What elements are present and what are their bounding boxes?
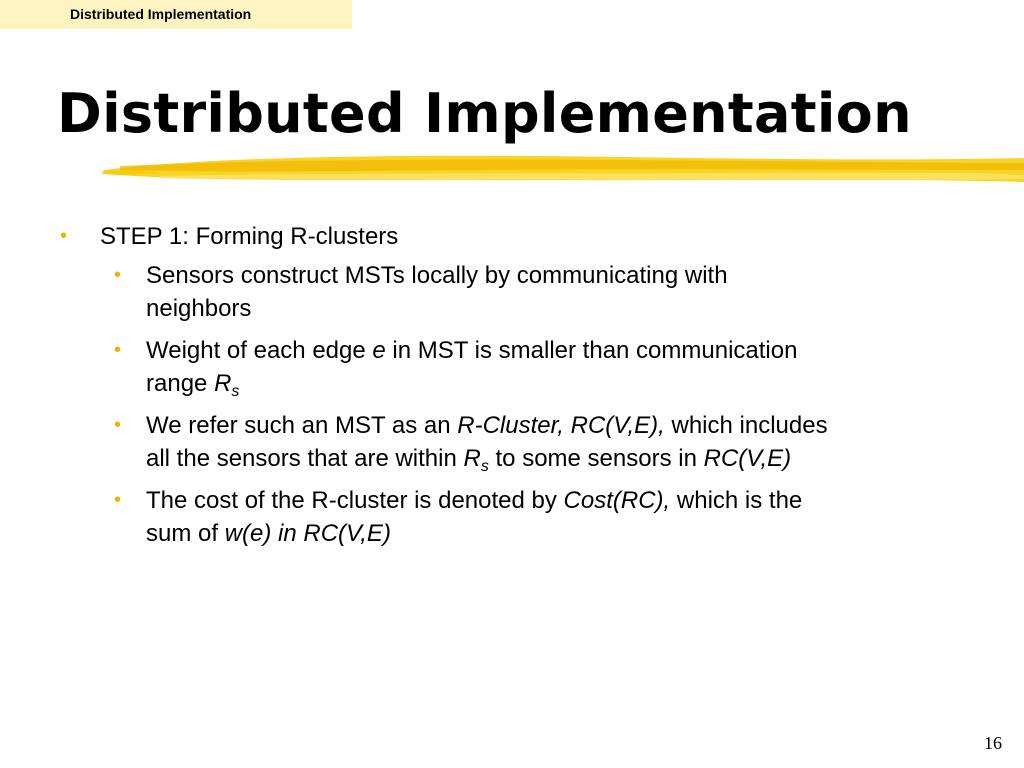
sub-bullet-1-line2: neighbors (146, 295, 252, 322)
bullet-dot: • (114, 264, 122, 286)
bullet-step1: STEP 1: Forming R-clusters (100, 223, 399, 250)
sub-bullet-4 (146, 484, 966, 550)
bullet-dot: • (60, 225, 68, 247)
sub-bullet-1-line1: Sensors construct MSTs locally by communicating with (146, 262, 728, 289)
range-subscript: s (480, 458, 489, 475)
text-segment: which is the (670, 487, 803, 514)
rcve-term: RC(V,E) (703, 445, 792, 472)
text-segment: which includes (664, 412, 828, 439)
bullet-dot: • (114, 339, 122, 361)
text-segment: sum of (146, 520, 225, 547)
text-segment: to some sensors in (488, 445, 704, 472)
edge-symbol: e (372, 337, 386, 364)
text-segment: The cost of the R-cluster is denoted by (146, 487, 564, 514)
page-number: 16 (984, 733, 1002, 753)
range-symbol: R (214, 370, 232, 397)
text-segment: range (146, 370, 215, 397)
rcluster-term: R-Cluster, RC(V,E), (457, 412, 665, 439)
sub-bullet-3 (146, 409, 966, 475)
sub-bullet-1 (146, 259, 966, 325)
bullet-dot: • (114, 489, 122, 511)
slide-title: Distributed Implementation (57, 82, 912, 145)
sub-bullet-2 (146, 334, 966, 400)
text-segment: Weight of each edge (146, 337, 373, 364)
bullet-dot: • (114, 414, 122, 436)
weight-term: w(e) in RC(V,E) (224, 520, 391, 547)
text-segment: in MST is smaller than communication (385, 337, 798, 364)
text-segment: all the sensors that are within (146, 445, 464, 472)
range-symbol: R (463, 445, 481, 472)
range-subscript: s (231, 383, 240, 400)
text-segment: We refer such an MST as an (146, 412, 458, 439)
cost-term: Cost(RC), (563, 487, 671, 514)
header-tab-label: Distributed Implementation (70, 6, 252, 22)
